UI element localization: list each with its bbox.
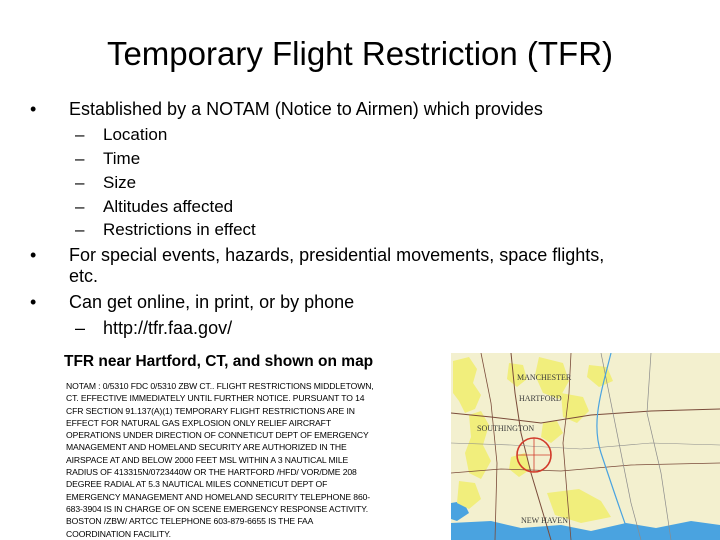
bullet-text: Can get online, in print, or by phone [69, 292, 355, 312]
sub-marker: – [75, 197, 85, 216]
sub-marker: – [75, 220, 85, 239]
figure-caption: TFR near Hartford, CT, and shown on map [64, 353, 374, 370]
sub-text: Altitudes affected [103, 197, 234, 216]
sub-marker: – [75, 173, 85, 192]
bullet-text: For special events, hazards, presidential movements, space flights, [69, 245, 605, 265]
sub-marker: – [75, 318, 86, 338]
slide-title: Temporary Flight Restriction (TFR) [106, 35, 614, 72]
bullet-text: Established by a NOTAM (Notice to Airmen) which provides [69, 99, 543, 119]
map-label: HARTFORD [519, 394, 562, 403]
map-label: SOUTHINGTON [477, 424, 535, 433]
sub-text: Time [103, 149, 141, 168]
tfr-map [451, 353, 720, 540]
url-text[interactable]: http://tfr.faa.gov/ [103, 318, 233, 338]
notam-text: NOTAM : 0/5310 FDC 0/5310 ZBW CT.. FLIGHT RESTRICTIONS MIDDLETOWN, CT. EFFECTIVE IMMEDIATELY UNTIL FURTHER NOTICE. PURSUANT TO 14 CFR SECTION 91.137(A)(1) TEMPORARY FLIGHT RESTRICTIONS ARE IN EFFECT FOR NATURAL GAS EXPLOSION ONLY RELIEF AIRCRAFT OPERATIONS UNDER DIRECTION OF CONNETICUT DEPT OF EMERGENCY MANAGEMENT AND HOMELAND SECURITY ARE AUTHORIZED IN THE AIRSPACE AT AND BELOW 2000 FEET MSL WITHIN A 3 NAUTICAL MILE RADIUS OF 413315N/0723440W OR THE HARTFORD /HFD/ VOR/DME 208 DEGREE RADIAL AT 5.3 NAUTICAL MILES CONNETICUT DEPT OF EMERGENCY MANAGEMENT AND HOMELAND SECURITY TELEPHONE 860- 683-3904 IS IN CHARGE OF ON SCENE EMERGENCY RESPONSE ACTIVITY. BOSTON /ZBW/ ARTCC TELEPHONE 603-879-6655 IS THE FAA COORDINATION FACILITY. [66, 381, 374, 539]
sub-text: Location [103, 125, 168, 144]
map-label: NEW HAVEN [521, 516, 569, 525]
sub-text: Size [103, 173, 137, 192]
bullet-marker: • [30, 292, 37, 312]
bullet-text: etc. [69, 266, 99, 286]
sub-marker: – [75, 125, 85, 144]
bullet-marker: • [30, 245, 37, 265]
sub-marker: – [75, 149, 85, 168]
map-label: MANCHESTER [517, 373, 572, 382]
sub-text: Restrictions in effect [103, 220, 256, 239]
bullet-marker: • [30, 99, 37, 119]
